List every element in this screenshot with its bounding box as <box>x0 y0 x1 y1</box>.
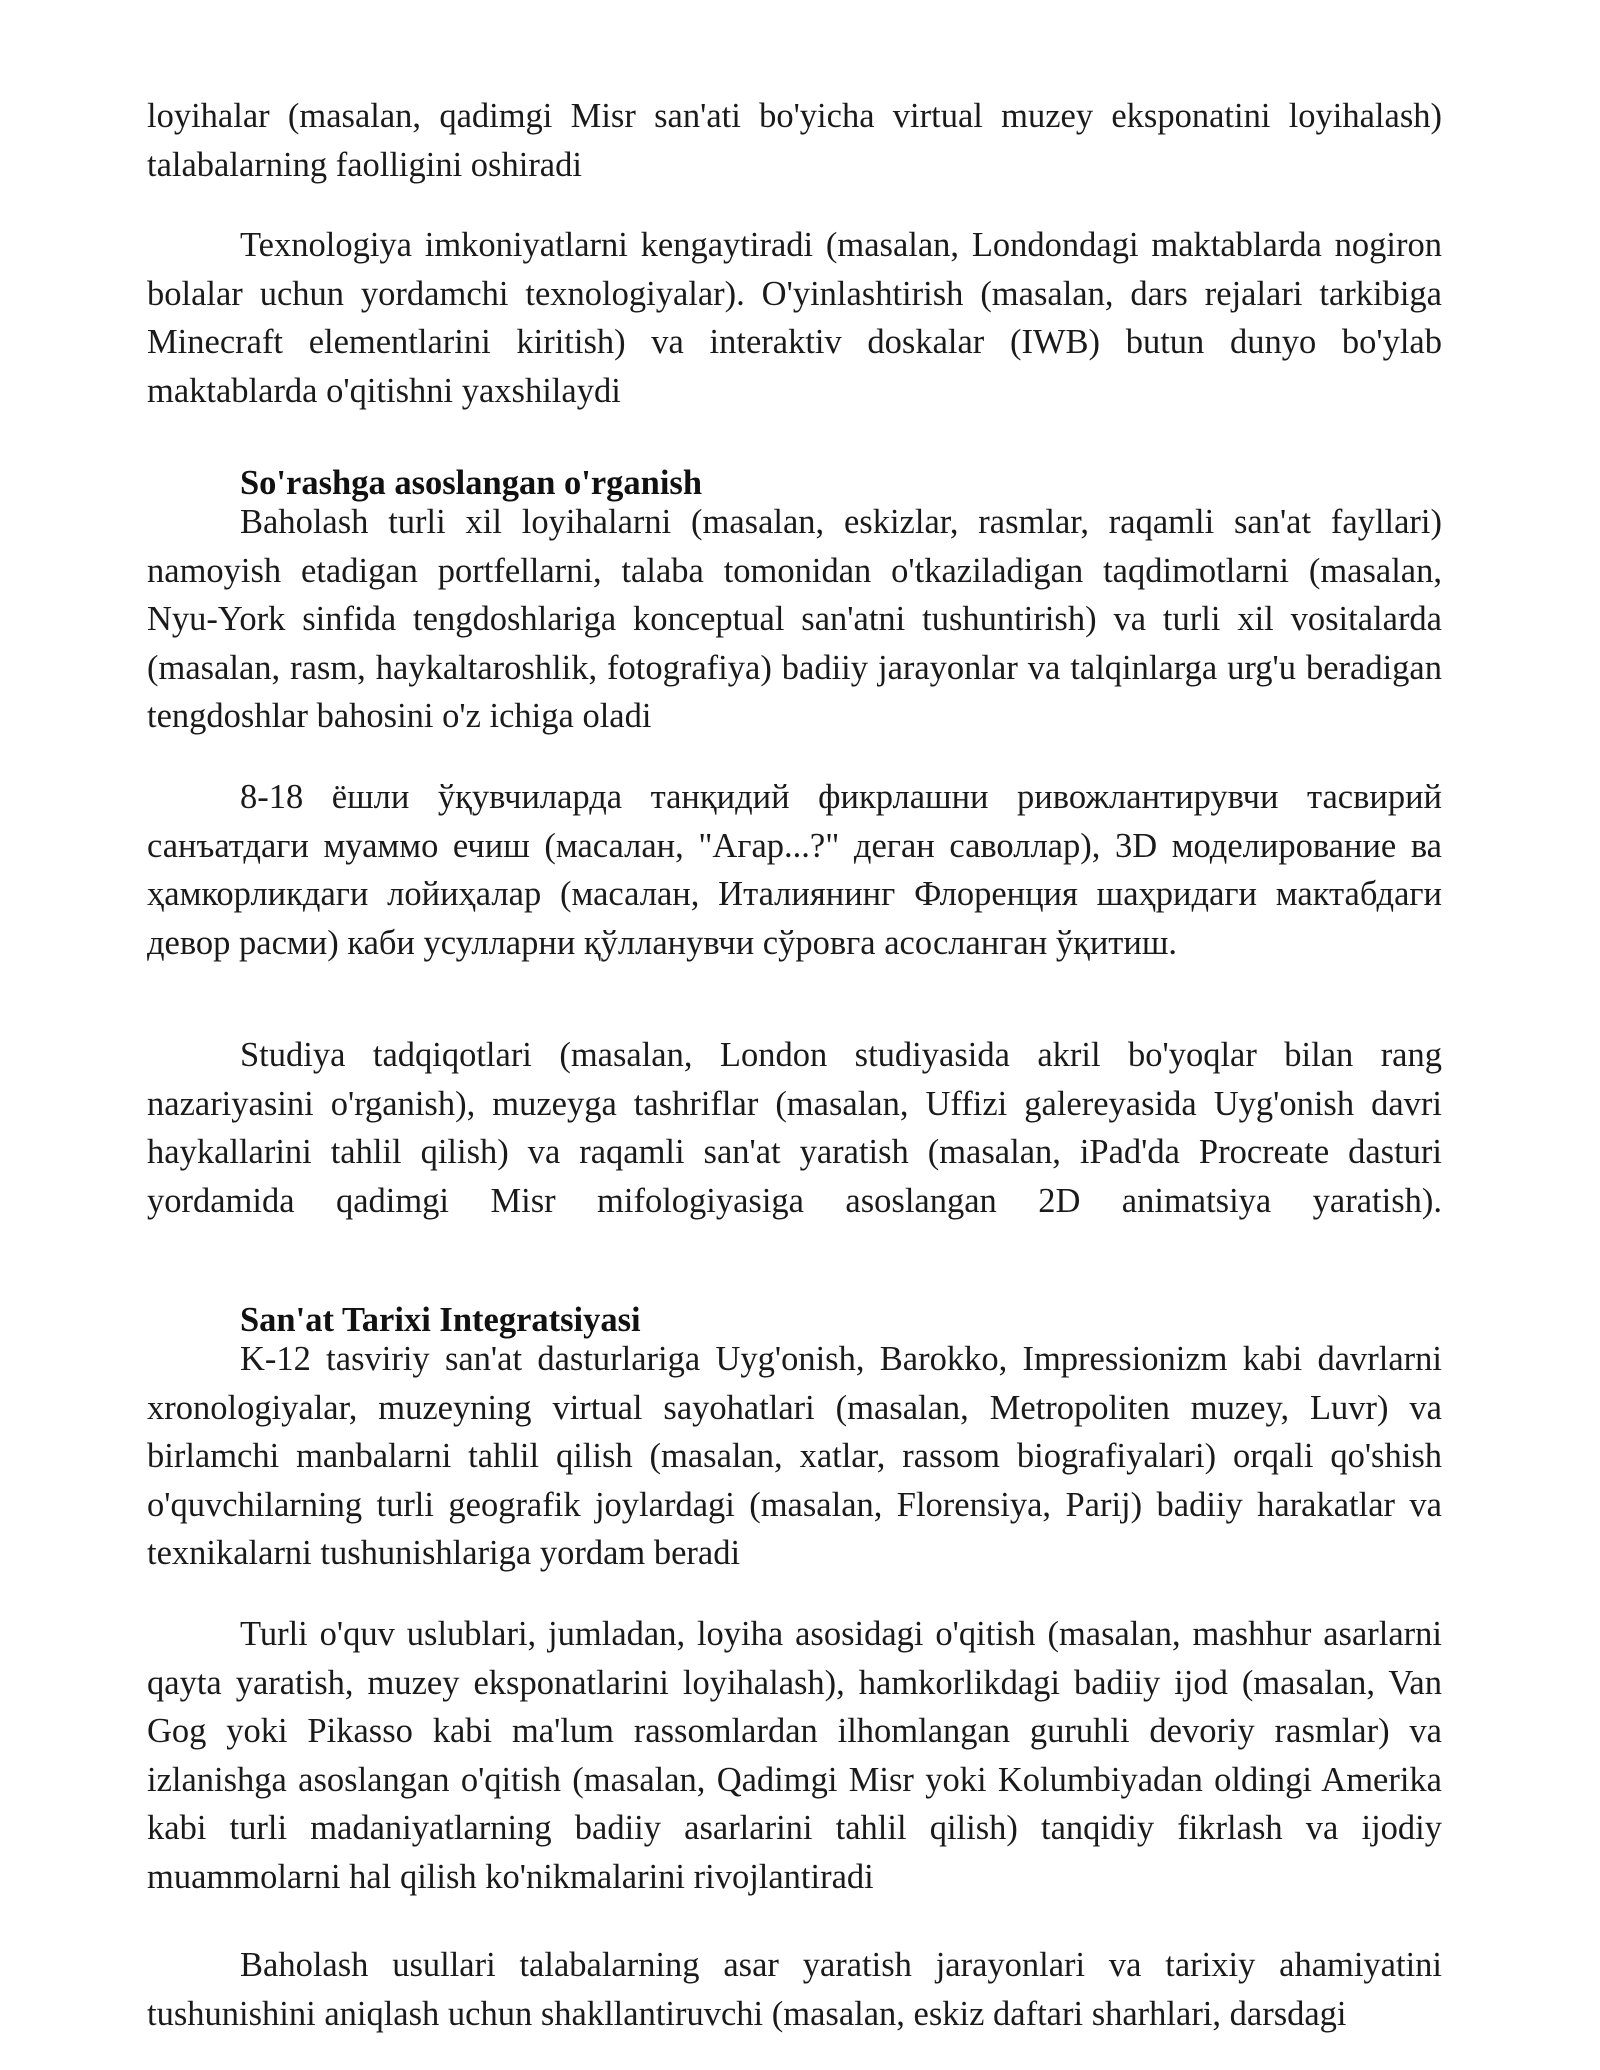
paragraph-assessment-portfolios: Baholash turli xil loyihalarni (masalan, eskizlar, rasmlar, raqamli san'at fayllari) namoyish etadigan portfellarni, talaba tomonidan o'tkaziladigan taqdimotlarni (masalan, Nyu-York sinfida tengdoshlariga konceptual san'atni tushuntirish) va turli xil vositalarda (masalan, rasm, haykaltaroshlik, fotografiya) badiiy jarayonlar va talqinlarga urg'u beradigan tengdoshlar bahosini o'z ichiga oladi <box>147 503 1442 735</box>
paragraph-cyrillic-inquiry: 8-18 ёшли ўқувчиларда танқидий фикрлашни ривожлантирувчи тасвирий санъатдаги муаммо ечиш (масалан, "Агар...?" деган саволлар), 3D моделирование ва ҳамкорликдаги лойиҳалар (масалан, Италиянинг Флоренция шаҳридаги мактабдаги девор расми) каби усулларни қўлланувчи сўровга асосланган ўқитиш. <box>147 778 1442 962</box>
heading-inquiry-based-learning: So'rashga asoslangan o'rganish <box>240 464 703 502</box>
paragraph-k12-art-history: K-12 tasviriy san'at dasturlariga Uyg'onish, Barokko, Impressionizm kabi davrlarni xronologiyalar, muzeyning virtual sayohatlari (masalan, Metropoliten muzey, Luvr) va birlamchi manbalarni tahlil qilish (masalan, xatlar, rassom biografiyalari) orqali qo'shish o'quvchilarning turli geografik joylardagi (masalan, Florensiya, Parij) badiiy harakatlar va texnikalarni tushunishlariga yordam beradi <box>147 1340 1442 1572</box>
paragraph-studio-research: Studiya tadqiqotlari (masalan, London studiyasida akril bo'yoqlar bilan rang nazariyasini o'rganish), muzeyga tashriflar (masalan, Uffizi galereyasida Uyg'onish davri haykallarini tahlil qilish) va raqamli san'at yaratish (masalan, iPad'da Procreate dasturi yordamida qadimgi Misr mifologiyasiga asoslangan 2D animatsiya yaratish). <box>147 1036 1442 1220</box>
heading-art-history-integration: San'at Tarixi Integratsiyasi <box>240 1301 641 1339</box>
paragraph-virtual-museum-projects: loyihalar (masalan, qadimgi Misr san'ati bo'yicha virtual muzey eksponatini loyihalash) talabalarning faolligini oshiradi <box>147 97 1442 184</box>
paragraph-assessment-methods: Baholash usullari talabalarning asar yaratish jarayonlari va tarixiy ahamiyatini tushunishini aniqlash uchun shakllantiruvchi (masalan, eskiz daftari sharhlari, darsdagi <box>147 1946 1442 2033</box>
paragraph-technology: Texnologiya imkoniyatlarni kengaytiradi (masalan, Londondagi maktablarda nogiron bolalar uchun yordamchi texnologiyalar). O'yinlashtirish (masalan, dars rejalari tarkibiga Minecraft elementlarini kiritish) va interaktiv doskalar (IWB) butun dunyo bo'ylab maktablarda o'qitishni yaxshilaydi <box>147 226 1442 410</box>
paragraph-learning-styles: Turli o'quv uslublari, jumladan, loyiha asosidagi o'qitish (masalan, mashhur asarlarni qayta yaratish, muzey eksponatlarini loyihalash), hamkorlikdagi badiiy ijod (masalan, Van Gog yoki Pikasso kabi ma'lum rassomlardan ilhomlangan guruhli devoriy rasmlar) va izlanishga asoslangan o'qitish (masalan, Qadimgi Misr yoki Kolumbiyadan oldingi Amerika kabi turli madaniyatlarning badiiy asarlarini tahlil qilish) tanqidiy fikrlash va ijodiy muammolarni hal qilish ko'nikmalarini rivojlantiradi <box>147 1615 1442 1896</box>
